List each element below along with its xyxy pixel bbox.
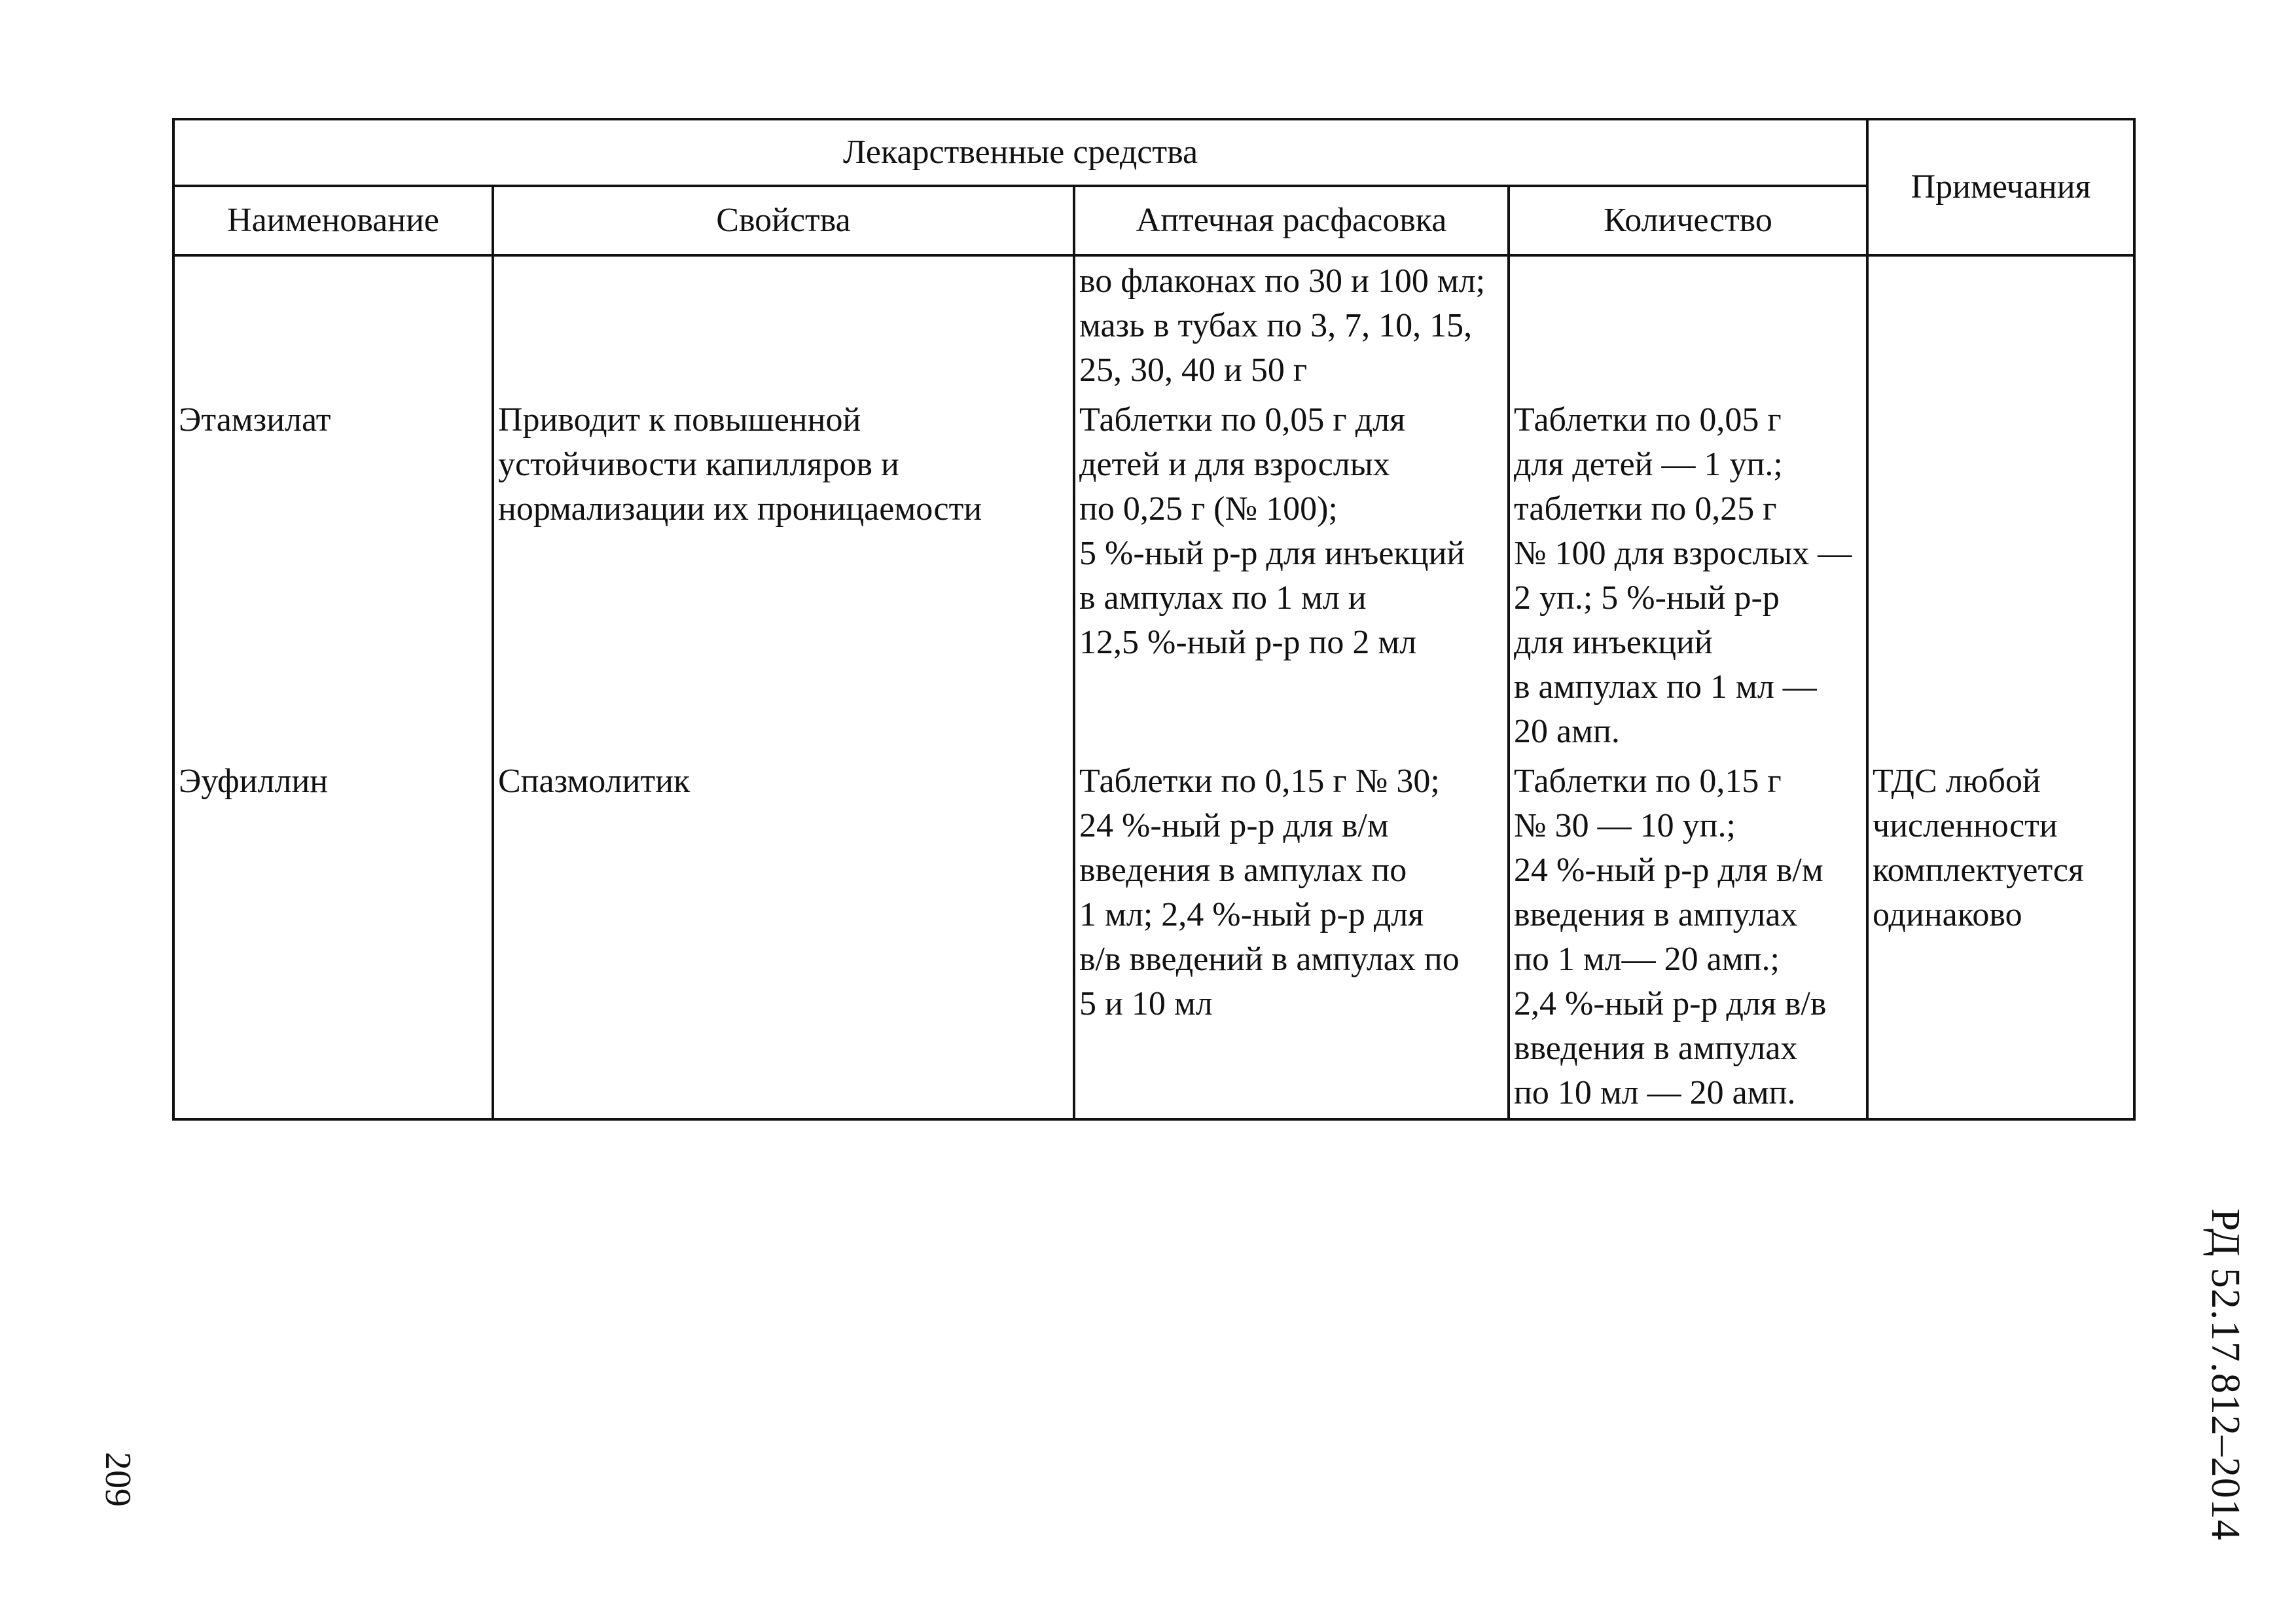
column-header-packaging-label: Аптечная расфасовка (1136, 202, 1447, 239)
group-header-label: Лекарственные средства (843, 134, 1198, 171)
table-subheader-row (173, 186, 2134, 255)
properties-line: Приводит к повышенной (498, 401, 861, 439)
cell-name (173, 395, 493, 757)
cell-packaging (1074, 255, 1509, 395)
cell-notes (1867, 757, 2134, 1119)
drug-name: Эуфиллин (179, 763, 329, 800)
cell-quantity (1509, 395, 1867, 757)
packaging-line: 12,5 %-ный р-р по 2 мл (1079, 624, 1417, 661)
packaging-line: 5 %-ный р-р для инъекций (1079, 535, 1465, 572)
cell-packaging (1074, 757, 1509, 1119)
properties-line: устойчивости капилляров и (498, 446, 899, 483)
packaging-line: введения в ампулах по (1079, 852, 1407, 889)
notes-line: одинаково (1873, 896, 2022, 933)
drug-name: Этамзилат (179, 401, 331, 439)
quantity-line: 2,4 %-ный р-р для в/в (1514, 985, 1827, 1022)
packaging-line: 5 и 10 мл (1079, 985, 1213, 1022)
notes-header-cell (1867, 119, 2134, 255)
packaging-line: в ампулах по 1 мл и (1079, 579, 1367, 617)
cell-name (173, 255, 493, 395)
packaging-line: Таблетки по 0,15 г № 30; (1079, 763, 1440, 800)
notes-line: комплектуется (1873, 852, 2084, 889)
document-code: РД 52.17.812–2014 (2203, 1208, 2248, 1541)
quantity-line: 24 %-ный р-р для в/м (1514, 852, 1823, 889)
cell-properties (493, 757, 1074, 1119)
quantity-line: Таблетки по 0,05 г (1514, 401, 1782, 439)
column-header-properties-label: Свойства (716, 202, 851, 239)
table-header-row (173, 119, 2134, 186)
cell-notes (1867, 255, 2134, 395)
cell-quantity (1509, 255, 1867, 395)
column-header-packaging (1074, 186, 1509, 255)
notes-header-label: Примечания (1910, 168, 2091, 206)
quantity-line: 20 амп. (1514, 713, 1620, 750)
packaging-line: 1 мл; 2,4 %-ный р-р для (1079, 896, 1424, 933)
cell-packaging (1074, 395, 1509, 757)
cell-name (173, 757, 493, 1119)
properties-line: нормализации их проницаемости (498, 490, 982, 528)
notes-line: ТДС любой (1873, 763, 2041, 800)
quantity-line: № 100 для взрослых — (1514, 535, 1852, 572)
quantity-line: № 30 — 10 уп.; (1514, 807, 1736, 844)
column-header-quantity (1509, 186, 1867, 255)
cell-quantity (1509, 757, 1867, 1119)
table-row (173, 255, 2134, 395)
quantity-line: таблетки по 0,25 г (1514, 490, 1777, 528)
group-header-cell (173, 119, 1867, 186)
notes-line: численности (1873, 807, 2058, 844)
medication-table (172, 118, 2136, 1121)
quantity-line: Таблетки по 0,15 г (1514, 763, 1782, 800)
column-header-name-label: Наименование (227, 202, 439, 239)
column-header-properties (493, 186, 1074, 255)
quantity-line: по 1 мл— 20 амп.; (1514, 941, 1780, 978)
page-number: 209 (98, 1452, 138, 1507)
column-header-quantity-label: Количество (1604, 202, 1772, 239)
packaging-line: детей и для взрослых (1079, 446, 1390, 483)
quantity-line: введения в ампулах (1514, 1030, 1798, 1067)
table-row (173, 757, 2134, 1119)
quantity-line: для инъекций (1514, 624, 1713, 661)
quantity-line: для детей — 1 уп.; (1514, 446, 1783, 483)
quantity-line: введения в ампулах (1514, 896, 1798, 933)
column-header-name (173, 186, 493, 255)
cell-properties (493, 255, 1074, 395)
quantity-line: по 10 мл — 20 амп. (1514, 1074, 1796, 1111)
packaging-line: по 0,25 г (№ 100); (1079, 490, 1338, 528)
properties-line: Спазмолитик (498, 763, 691, 800)
quantity-line: 2 уп.; 5 %-ный р-р (1514, 579, 1780, 617)
cell-properties (493, 395, 1074, 757)
packaging-line: в/в введений в ампулах по (1079, 941, 1460, 978)
packaging-line: 25, 30, 40 и 50 г (1079, 352, 1308, 389)
packaging-line: мазь в тубах по 3, 7, 10, 15, (1079, 307, 1473, 344)
cell-notes (1867, 395, 2134, 757)
quantity-line: в ампулах по 1 мл — (1514, 668, 1817, 706)
packaging-line: 24 %-ный р-р для в/м (1079, 807, 1389, 844)
packaging-line: во флаконах по 30 и 100 мл; (1079, 262, 1486, 300)
table-row (173, 395, 2134, 757)
packaging-line: Таблетки по 0,05 г для (1079, 401, 1406, 439)
